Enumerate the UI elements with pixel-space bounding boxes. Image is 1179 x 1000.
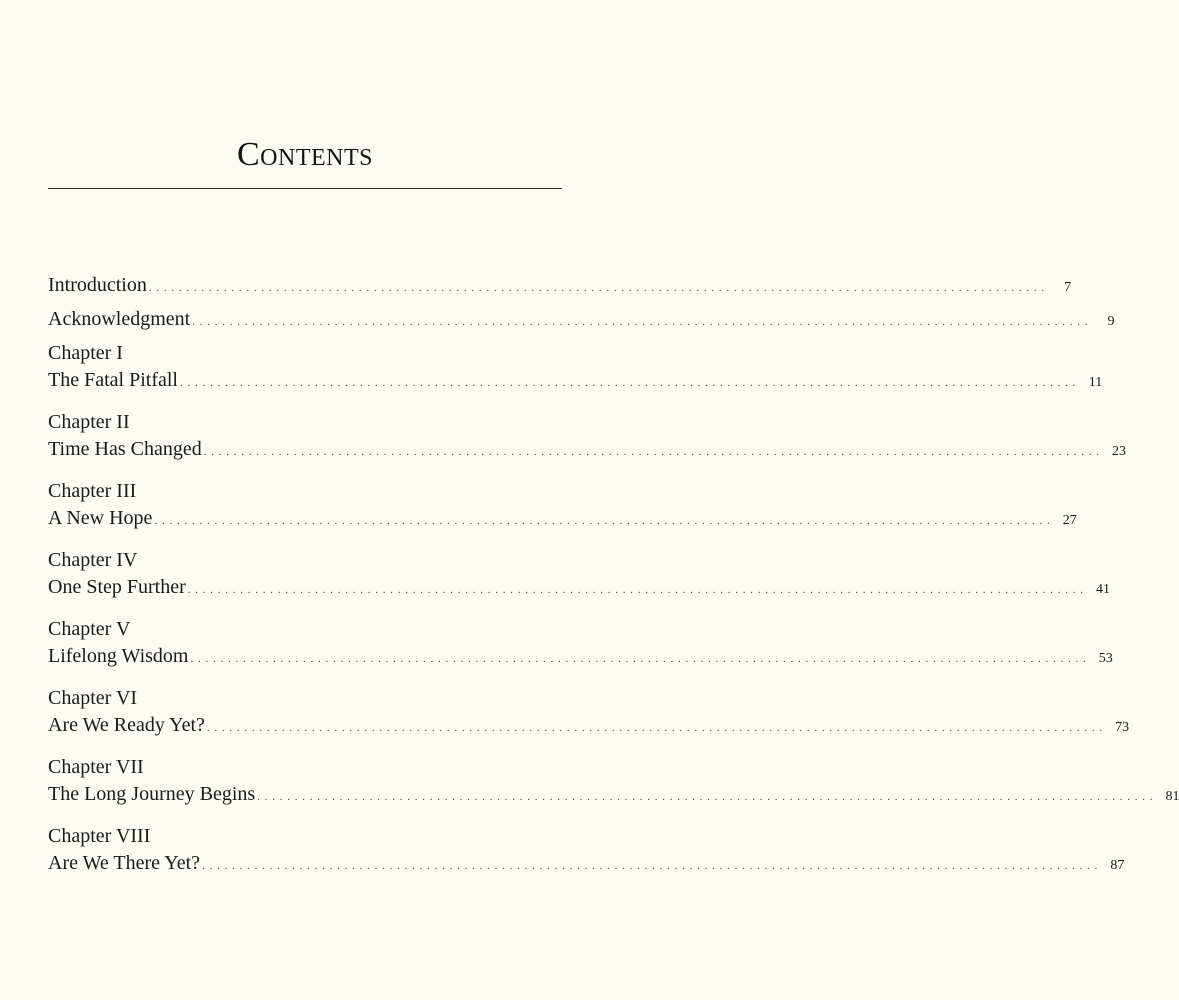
entry-title: A New Hope [48, 507, 153, 529]
entry-title: Acknowledgment [48, 308, 191, 330]
page-title: Contents [236, 136, 373, 173]
toc-row [48, 781, 1179, 811]
toc-row [48, 367, 1103, 397]
page-number: 9 [1107, 314, 1115, 329]
dot-leader: . . . . . . . . . . . . . . . . . . . . . . . . . . . . . . . . . . . . . . . . . . . . . . . . . . . . . . . . . . . . . . . . . . . . . . . . . . . . . . . . . . . . . . . . . . . . . . . . . . . . . . . . . . . . . . . . . . . . . . . . [192, 316, 1089, 328]
entry-title: One Step Further [48, 576, 186, 598]
page-number: 81 [1165, 789, 1179, 804]
chapter-label: Chapter V [48, 618, 131, 640]
chapter-label: Chapter I [48, 342, 123, 364]
toc-entry [48, 306, 1115, 336]
page-number: 73 [1115, 720, 1130, 735]
toc-entry [48, 478, 1077, 535]
dot-leader: . . . . . . . . . . . . . . . . . . . . . . . . . . . . . . . . . . . . . . . . . . . . . . . . . . . . . . . . . . . . . . . . . . . . . . . . . . . . . . . . . . . . . . . . . . . . . . . . . . . . . . . . . . . . . . . . . . . . . . . . [190, 653, 1087, 665]
entry-title: The Fatal Pitfall [48, 369, 178, 391]
toc-row [48, 436, 1126, 466]
chapter-label: Chapter VII [48, 756, 144, 778]
page-number: 87 [1110, 858, 1125, 873]
chapter-label: Chapter IV [48, 549, 138, 571]
toc-entry [48, 547, 1111, 604]
toc-entry [48, 616, 1113, 673]
toc-entry [48, 409, 1126, 466]
entry-title: Are We There Yet? [48, 852, 201, 874]
dot-leader: . . . . . . . . . . . . . . . . . . . . . . . . . . . . . . . . . . . . . . . . . . . . . . . . . . . . . . . . . . . . . . . . . . . . . . . . . . . . . . . . . . . . . . . . . . . . . . . . . . . . . . . . . . . . . . . . . . . . . . . . [154, 515, 1051, 527]
toc-entry [48, 685, 1130, 742]
toc-row [48, 712, 1130, 742]
page-number: 7 [1064, 280, 1072, 295]
toc-entry [48, 754, 1179, 811]
toc-row [48, 306, 1115, 336]
chapter-label: Chapter VI [48, 687, 138, 709]
chapter-label: Chapter III [48, 480, 137, 502]
toc-row [48, 505, 1077, 535]
entry-title: Lifelong Wisdom [48, 645, 189, 667]
chapter-label: Chapter VIII [48, 825, 151, 847]
toc-entry [48, 823, 1125, 880]
chapter-label: Chapter II [48, 411, 130, 433]
page-number: 41 [1096, 582, 1111, 597]
entry-title: The Long Journey Begins [48, 783, 256, 805]
entry-title: Introduction [48, 274, 147, 296]
entry-title: Are We Ready Yet? [48, 714, 205, 736]
page-number: 27 [1062, 513, 1077, 528]
toc-row [48, 272, 1072, 302]
page-number: 53 [1098, 651, 1113, 666]
dot-leader: . . . . . . . . . . . . . . . . . . . . . . . . . . . . . . . . . . . . . . . . . . . . . . . . . . . . . . . . . . . . . . . . . . . . . . . . . . . . . . . . . . . . . . . . . . . . . . . . . . . . . . . . . . . . . . . . . . . . . . . . [187, 584, 1085, 596]
dot-leader: . . . . . . . . . . . . . . . . . . . . . . . . . . . . . . . . . . . . . . . . . . . . . . . . . . . . . . . . . . . . . . . . . . . . . . . . . . . . . . . . . . . . . . . . . . . . . . . . . . . . . . . . . . . . . . . . . . . . . . . . [202, 860, 1099, 872]
page-number: 11 [1088, 375, 1103, 390]
dot-leader: . . . . . . . . . . . . . . . . . . . . . . . . . . . . . . . . . . . . . . . . . . . . . . . . . . . . . . . . . . . . . . . . . . . . . . . . . . . . . . . . . . . . . . . . . . . . . . . . . . . . . . . . . . . . . . . . . . . . . . . . [203, 446, 1100, 458]
dot-leader: . . . . . . . . . . . . . . . . . . . . . . . . . . . . . . . . . . . . . . . . . . . . . . . . . . . . . . . . . . . . . . . . . . . . . . . . . . . . . . . . . . . . . . . . . . . . . . . . . . . . . . . . . . . . . . . . . . . . . . . . [257, 791, 1154, 803]
toc-row [48, 574, 1111, 604]
dot-leader: . . . . . . . . . . . . . . . . . . . . . . . . . . . . . . . . . . . . . . . . . . . . . . . . . . . . . . . . . . . . . . . . . . . . . . . . . . . . . . . . . . . . . . . . . . . . . . . . . . . . . . . . . . . . . . . . . . . . . . . . [148, 282, 1046, 294]
dot-leader: . . . . . . . . . . . . . . . . . . . . . . . . . . . . . . . . . . . . . . . . . . . . . . . . . . . . . . . . . . . . . . . . . . . . . . . . . . . . . . . . . . . . . . . . . . . . . . . . . . . . . . . . . . . . . . . . . . . . . . . . [206, 722, 1104, 734]
table-of-contents [48, 272, 1179, 892]
page-number: 23 [1111, 444, 1126, 459]
toc-entry [48, 340, 1103, 397]
toc-row [48, 850, 1125, 880]
toc-entry [48, 272, 1072, 302]
title-rule [48, 188, 562, 189]
toc-row [48, 643, 1113, 673]
entry-title: Time Has Changed [48, 438, 202, 460]
dot-leader: . . . . . . . . . . . . . . . . . . . . . . . . . . . . . . . . . . . . . . . . . . . . . . . . . . . . . . . . . . . . . . . . . . . . . . . . . . . . . . . . . . . . . . . . . . . . . . . . . . . . . . . . . . . . . . . . . . . . . . . . [179, 377, 1077, 389]
